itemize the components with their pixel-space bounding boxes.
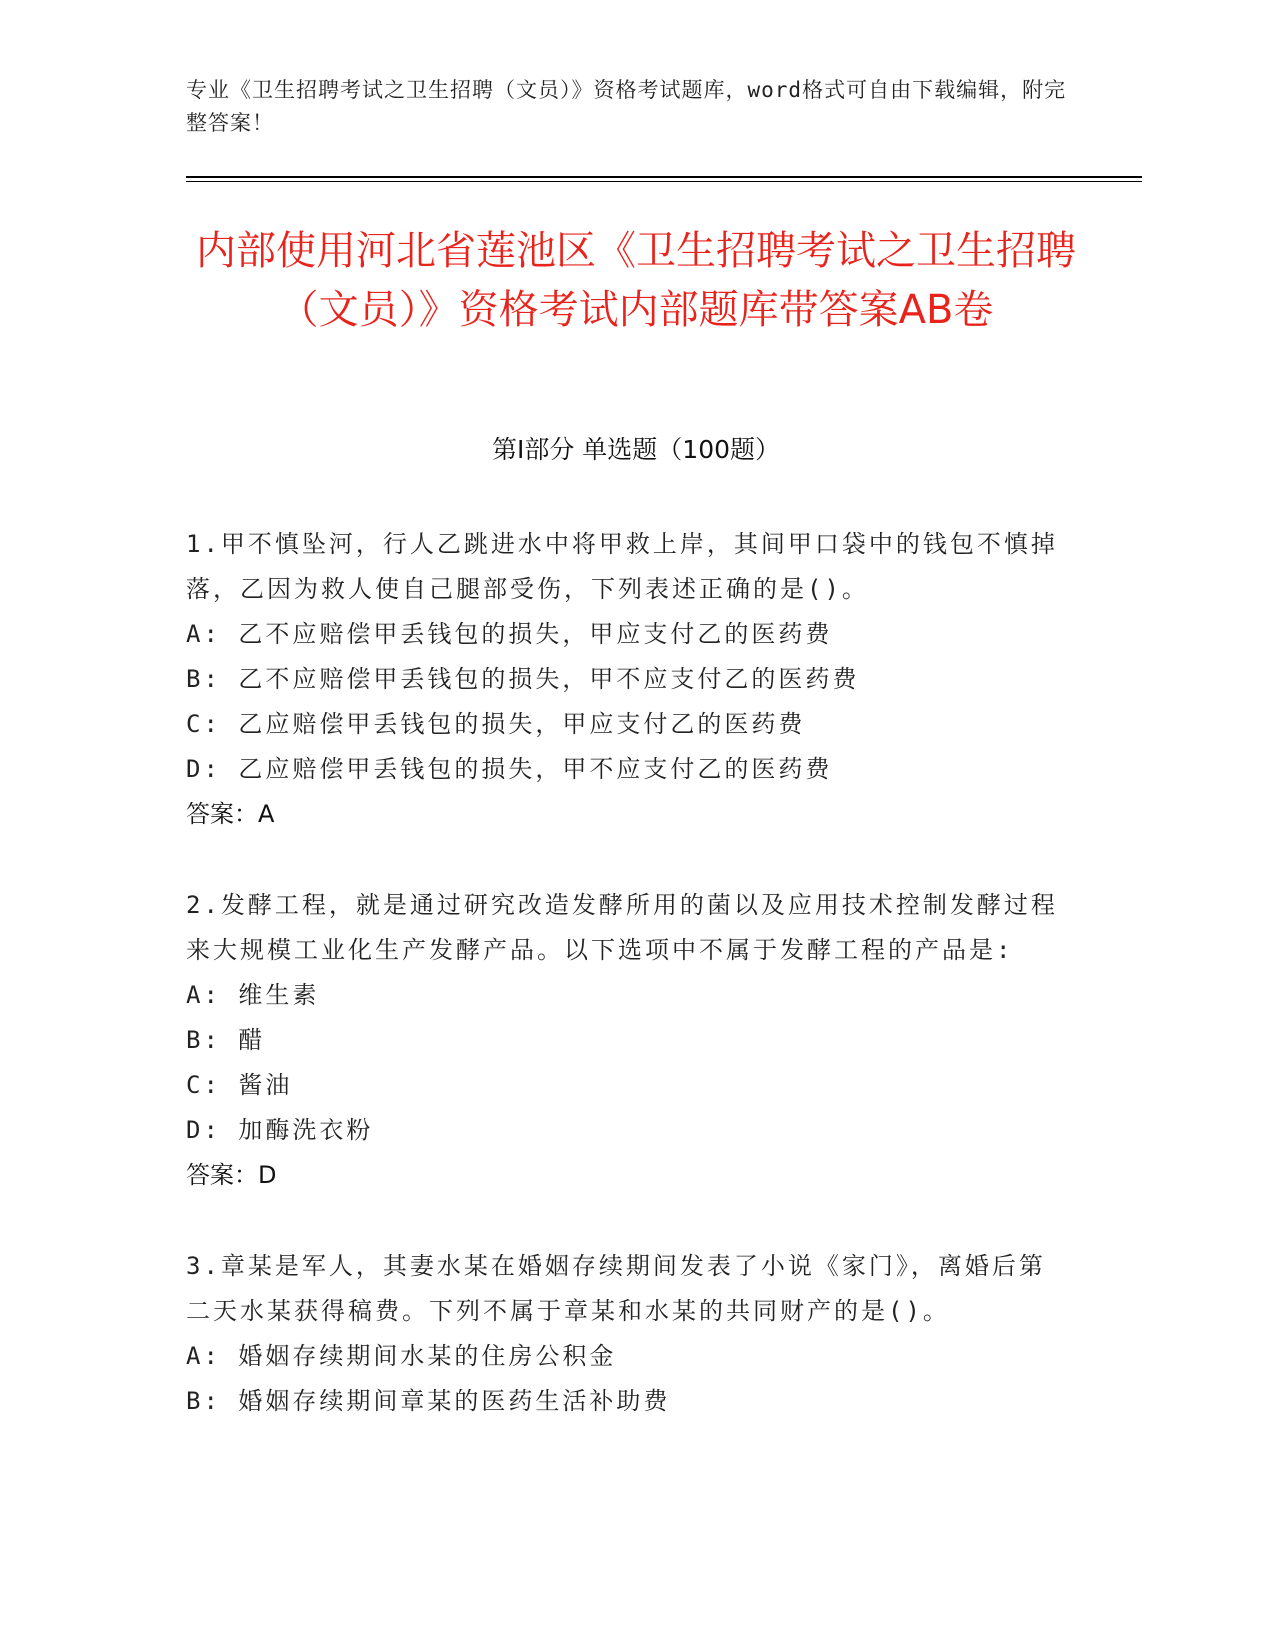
question-stem: 3.章某是军人，其妻水某在婚姻存续期间发表了小说《家门》，离婚后第二天水某获得稿费。下列不属于章某和水某的共同财产的是()。 (186, 1252, 1046, 1325)
document-title: 内部使用河北省莲池区《卫生招聘考试之卫生招聘（文员）》资格考试内部题库带答案AB卷 (196, 228, 1076, 333)
option-c: C: 酱油 (186, 1071, 293, 1099)
header-divider-thin (186, 181, 1142, 182)
option-c: C: 乙应赔偿甲丢钱包的损失，甲应支付乙的医药费 (186, 710, 806, 738)
option-a: A: 婚姻存续期间水某的住房公积金 (186, 1342, 617, 1370)
answer: 答案：D (186, 1161, 277, 1189)
question-stem: 2.发酵工程，就是通过研究改造发酵所用的菌以及应用技术控制发酵过程来大规模工业化生产发酵产品。以下选项中不属于发酵工程的产品是: (186, 891, 1058, 964)
option-b: B: 醋 (186, 1026, 266, 1054)
question-list (186, 522, 1066, 1470)
question-stem: 1.甲不慎坠河，行人乙跳进水中将甲救上岸，其间甲口袋中的钱包不慎掉落，乙因为救人使自己腿部受伤，下列表述正确的是()。 (186, 530, 1058, 603)
option-b: B: 乙不应赔偿甲丢钱包的损失，甲不应支付乙的医药费 (186, 665, 860, 693)
header-note: 专业《卫生招聘考试之卫生招聘（文员）》资格考试题库，word格式可自由下载编辑，附完整答案！ (186, 78, 1067, 135)
question-3 (186, 1244, 1066, 1424)
question-2 (186, 883, 1066, 1198)
section-title: 第Ⅰ部分 单选题（100题） (491, 435, 781, 464)
option-b: B: 婚姻存续期间章某的医药生活补助费 (186, 1387, 671, 1415)
option-d: D: 乙应赔偿甲丢钱包的损失，甲不应支付乙的医药费 (186, 755, 833, 783)
question-1 (186, 522, 1066, 837)
option-d: D: 加酶洗衣粉 (186, 1116, 374, 1144)
option-a: A: 乙不应赔偿甲丢钱包的损失，甲应支付乙的医药费 (186, 620, 833, 648)
option-a: A: 维生素 (186, 981, 320, 1009)
answer: 答案：A (186, 800, 275, 828)
header-divider-thick (186, 176, 1142, 178)
